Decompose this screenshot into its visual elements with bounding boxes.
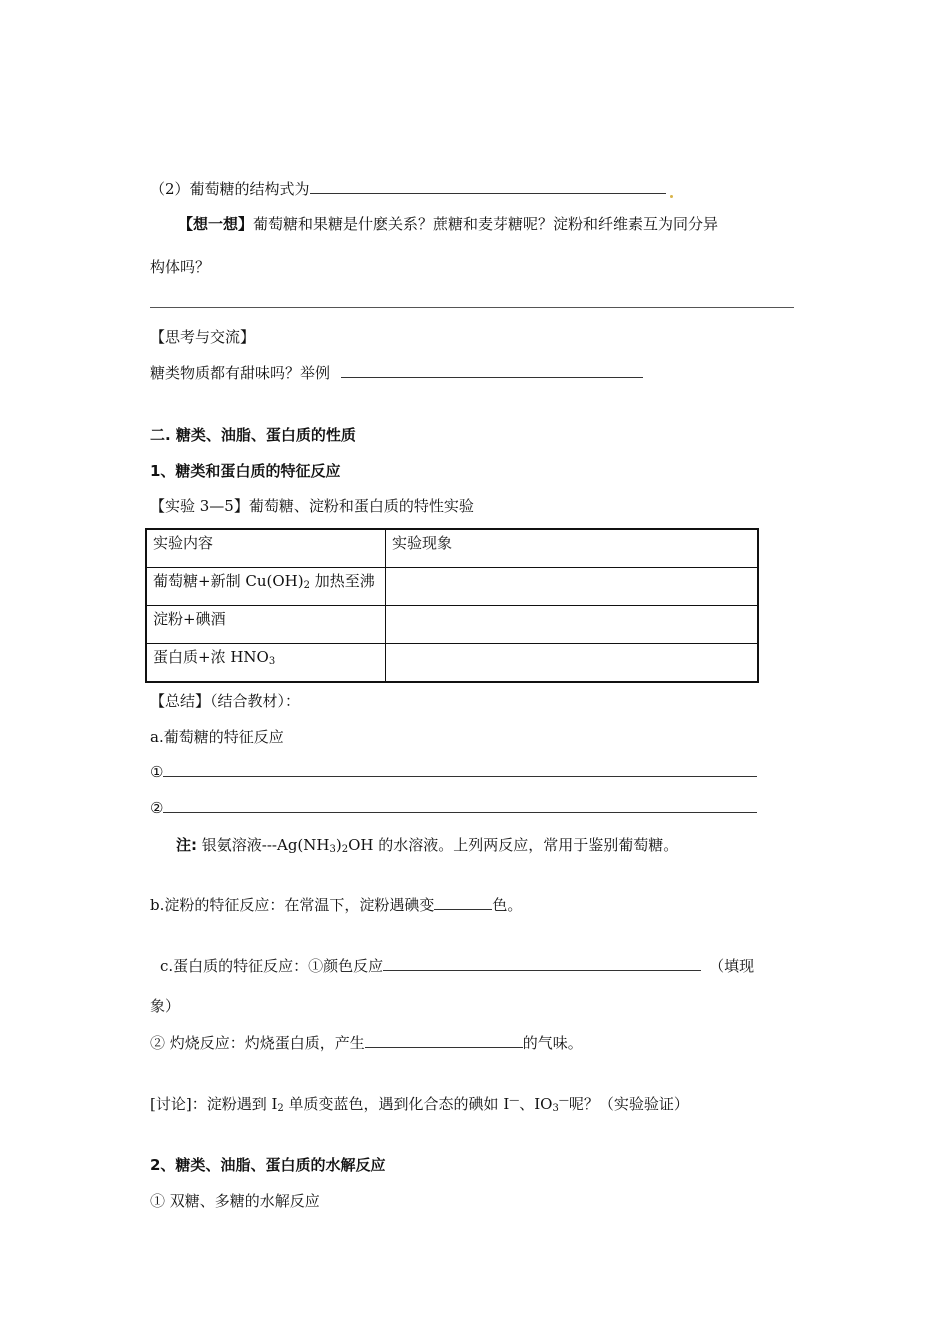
example-blank[interactable] [341,363,643,378]
experiment-table [145,528,759,683]
row-content-text: 葡萄糖+新制 Cu(OH) [153,572,304,590]
row-phenomenon-cell[interactable] [386,644,759,683]
protein-text-after: （填现 [709,957,755,975]
disaccharide-label: ① 双糖、多糖的水解反应 [150,1192,320,1210]
discussion-sub1: 2 [277,1103,284,1114]
discussion-c: 、IO [519,1095,553,1113]
section2-title: 二. 糖类、油脂、蛋白质的性质 [150,426,356,444]
discuss-header: 【思考与交流】 [150,328,256,346]
think-label: 【想一想】 [178,215,254,233]
discussion-sub2: 3 [552,1103,559,1114]
row-phenomenon-cell[interactable] [386,606,759,644]
row-content-tail: 加热至沸 [309,572,375,590]
row-content [146,568,386,606]
row-content-sub: 3 [268,656,276,667]
note-text-c: OH 的水溶液。上列两反应，常用于鉴别葡萄糖。 [348,836,679,854]
sub2-title: 2、糖类、油脂、蛋白质的水解反应 [150,1156,386,1174]
burn-text-before: ② 灼烧反应：灼烧蛋白质，产生 [150,1034,365,1052]
glucose-reaction-label: a.葡萄糖的特征反应 [150,728,284,746]
starch-color-blank[interactable] [434,895,492,910]
row-content-text: 淀粉+碘酒 [153,610,226,628]
note-sub-b: 2 [341,844,349,855]
starch-reaction-line [150,894,522,915]
protein-reaction-line-2: 象） [150,997,181,1015]
q2-structure-label: （2）葡萄糖的结构式为 [150,180,310,198]
protein-reaction-line [160,955,754,976]
note-label: 注: [176,836,197,854]
row-content-sub: 2 [303,580,310,591]
protein-text-before: c.蛋白质的特征反应：①颜色反应 [160,957,384,975]
answer-line-2 [150,798,757,817]
think-line-2: 构体吗？ [150,258,211,276]
experiment-title: 【实验 3—5】葡萄糖、淀粉和蛋白质的特性实验 [150,497,474,515]
protein-color-blank[interactable] [383,956,701,971]
starch-text-before: b.淀粉的特征反应：在常温下，淀粉遇碘变 [150,896,435,914]
discussion-line [150,1093,689,1114]
burn-text-after: 的气味。 [522,1034,583,1052]
circle-1: ① [150,763,164,781]
decor-dot [670,195,673,198]
answer-blank-1[interactable] [163,762,757,777]
discussion-d: 呢？（实验验证） [568,1095,689,1113]
discussion-sup1: — [509,1095,520,1106]
header-content: 实验内容 [146,529,386,568]
think-answer-line[interactable] [150,307,794,308]
think-text-1: 葡萄糖和果糖是什麽关系？蔗糖和麦芽糖呢？淀粉和纤维素互为同分异 [253,215,719,233]
summary-label: 【总结】（结合教材）： [150,692,301,710]
header-phenomenon: 实验现象 [386,529,759,568]
sweet-question: 糖类物质都有甜味吗？举例 [150,364,331,382]
note-text-b: ) [335,836,342,854]
note-line [176,834,678,855]
table-row [146,606,758,644]
table-header-row [146,529,758,568]
note-sub-a: 3 [329,844,336,855]
structure-answer-blank[interactable] [310,179,666,194]
row-content [146,606,386,644]
row-phenomenon-cell[interactable] [386,568,759,606]
table-row [146,644,758,683]
circle-2: ② [150,799,164,817]
discussion-sup2: — [558,1095,569,1106]
row-content-text: 蛋白质+浓 HNO [153,648,269,666]
discussion-a: [讨论]：淀粉遇到 I [150,1095,278,1113]
sweet-question-line [150,362,643,383]
discussion-b: 单质变蓝色，遇到化合态的碘如 I [283,1095,510,1113]
burn-reaction-line [150,1032,583,1053]
row-content [146,644,386,683]
note-text-a: 银氨溶液---Ag(NH [201,836,330,854]
answer-blank-2[interactable] [163,798,757,813]
sub1-title: 1、糖类和蛋白质的特征反应 [150,462,341,480]
think-line-1 [178,213,718,234]
starch-text-after: 色。 [492,896,523,914]
table-row [146,568,758,606]
q2-structure-line [150,178,673,199]
answer-line-1 [150,762,757,781]
burn-smell-blank[interactable] [365,1033,523,1048]
